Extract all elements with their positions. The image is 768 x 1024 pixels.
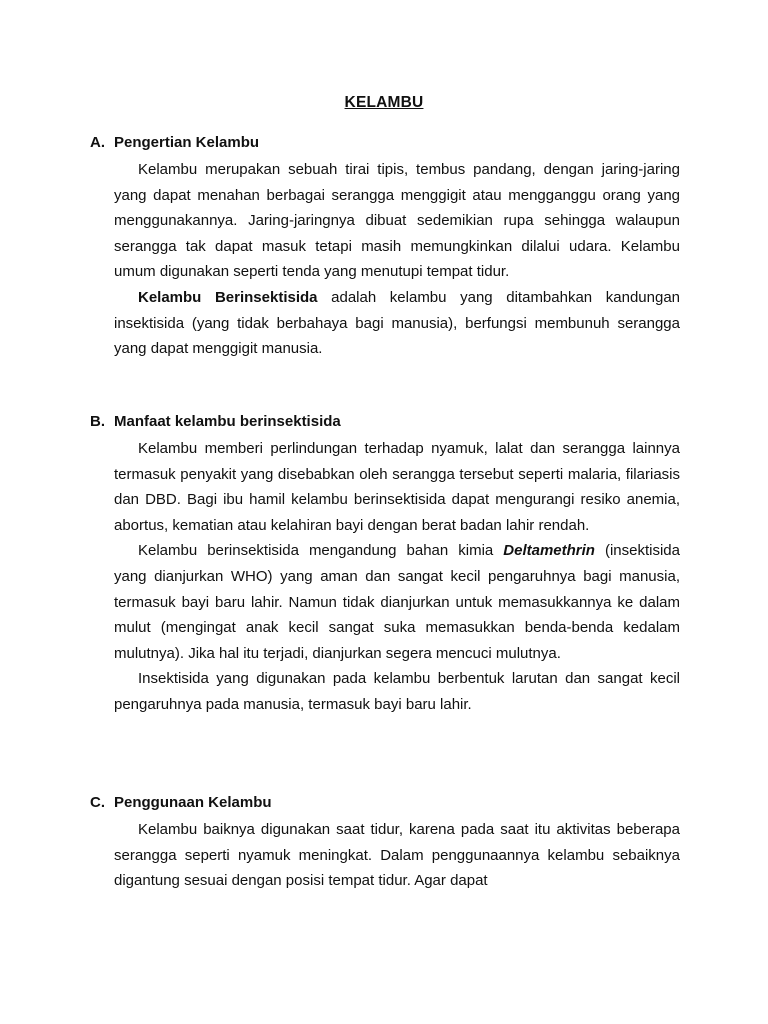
section-a-body [114, 157, 680, 362]
section-c-letter: C. [90, 794, 105, 811]
section-c-body [114, 817, 680, 894]
paragraph [114, 436, 680, 538]
section-b-letter: B. [90, 413, 105, 430]
document-title: KELAMBU [344, 94, 424, 111]
paragraph-text: Kelambu merupakan sebuah tirai tipis, tembus pandang, dengan jaring-jaring yang dapat menahan berbagai serangga menggigit atau mengganggu orang yang menggunakannya. Jaring-jaringnya dibuat sedemikian rupa sehingga walaupun serangga tak dapat masuk tetapi masih memungkinkan dilalui udara. Kelambu umum digunakan seperti tenda yang menutupi tempat tidur. [114, 161, 680, 281]
paragraph-text: adalah kelambu yang ditambahkan kandungan insektisida (yang tidak berbahaya bagi manusia), berfungsi membunuh serangga yang dapat menggigit manusia. [114, 288, 681, 358]
section-c-heading-text: Penggunaan Kelambu [114, 794, 272, 811]
section-b-body [114, 436, 680, 718]
paragraph-text: Kelambu baiknya digunakan saat tidur, karena pada saat itu aktivitas beberapa serangga seperti nyamuk meningkat. Dalam penggunaannya kelambu sebaiknya digantung sesuai dengan posisi tempat tidur. Agar dapat [114, 821, 680, 890]
paragraph [114, 817, 680, 894]
paragraph [114, 538, 680, 666]
section-c-heading [90, 793, 680, 813]
section-a-heading-text: Pengertian Kelambu [114, 134, 260, 151]
paragraph [114, 157, 680, 285]
section-c [90, 793, 680, 894]
paragraph-text: (insektisida yang dianjurkan WHO) yang aman dan sangat kecil pengaruhnya bagi manusia, termasuk bayi baru lahir. Namun tidak dianjurkan untuk memasukkannya ke dalam mulut (mengingat anak kecil sangat suka memasukkan benda-benda kedalam mulutnya). Jika hal itu terjadi, dianjurkan segera mencuci mulutnya. [114, 542, 680, 662]
section-b-heading [90, 412, 680, 432]
paragraph-text: Kelambu berinsektisida mengandung bahan kimia [138, 542, 504, 560]
paragraph [114, 285, 680, 362]
emphasized-term: Deltamethrin [503, 542, 595, 560]
section-b [90, 412, 680, 718]
section-a [90, 133, 680, 362]
section-a-letter: A. [90, 134, 105, 151]
section-a-heading [90, 133, 680, 153]
section-b-heading-text: Manfaat kelambu berinsektisida [114, 413, 341, 430]
bold-term: Kelambu Berinsektisida [138, 288, 318, 306]
paragraph-text: Insektisida yang digunakan pada kelambu berbentuk larutan dan sangat kecil pengaruhnya pada manusia, termasuk bayi baru lahir. [114, 670, 680, 713]
paragraph-text: Kelambu memberi perlindungan terhadap nyamuk, lalat dan serangga lainnya termasuk penyakit yang disebabkan oleh serangga tersebut seperti malaria, filariasis dan DBD. Bagi ibu hamil kelambu berinsektisida dapat mengurangi resiko anemia, abortus, kematian atau kelahiran bayi dengan berat badan lahir rendah. [114, 440, 680, 534]
paragraph [114, 666, 680, 717]
